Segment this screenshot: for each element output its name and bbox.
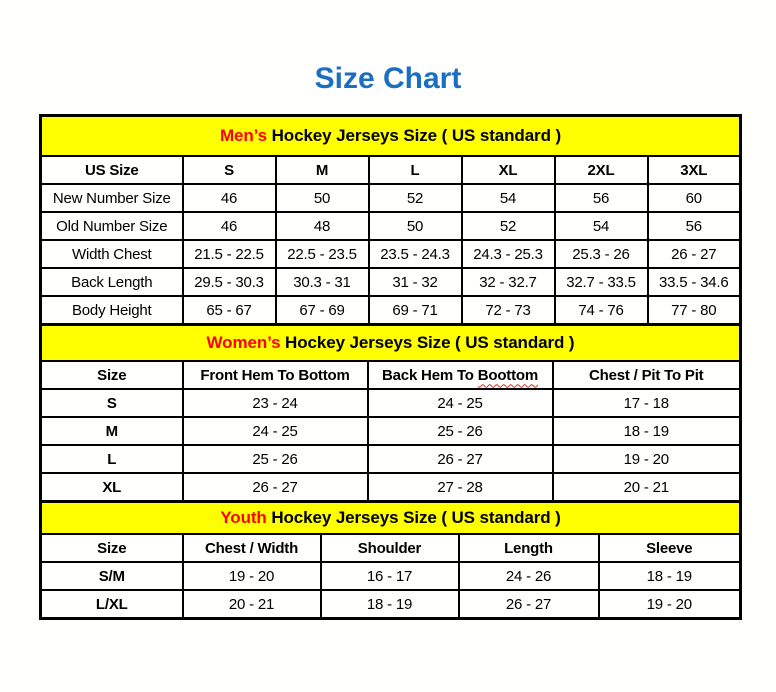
table-cell: 72 - 73 <box>462 296 555 325</box>
table-cell: 25 - 26 <box>183 445 368 473</box>
table-cell: 18 - 19 <box>599 562 741 590</box>
table-row <box>41 417 741 445</box>
table-cell: 48 <box>276 212 369 240</box>
table-cell: 31 - 32 <box>369 268 462 296</box>
table-cell: 24.3 - 25.3 <box>462 240 555 268</box>
table-cell: 18 - 19 <box>321 590 459 619</box>
row-label: L <box>41 445 183 473</box>
table-row <box>41 473 741 502</box>
table-cell: 19 - 20 <box>553 445 741 473</box>
table-cell: 60 <box>648 184 741 212</box>
row-label: Width Chest <box>41 240 183 268</box>
row-label: S/M <box>41 562 183 590</box>
table-row <box>41 562 741 590</box>
womens-section-header <box>41 325 741 362</box>
table-cell: 19 - 20 <box>599 590 741 619</box>
row-label: L/XL <box>41 590 183 619</box>
section-highlight: Women’s <box>206 333 281 352</box>
table-cell: 26 - 27 <box>183 473 368 502</box>
mens-size-table <box>39 114 742 326</box>
table-cell: 52 <box>462 212 555 240</box>
table-cell: 20 - 21 <box>183 590 321 619</box>
table-cell: 54 <box>555 212 648 240</box>
misspelled-word: Boottom <box>477 366 538 384</box>
row-label: Old Number Size <box>41 212 183 240</box>
table-cell: 29.5 - 30.3 <box>183 268 276 296</box>
column-header: L <box>369 156 462 184</box>
table-cell: 19 - 20 <box>183 562 321 590</box>
row-label: XL <box>41 473 183 502</box>
column-header: Shoulder <box>321 534 459 562</box>
table-cell: 24 - 26 <box>459 562 599 590</box>
youth-header-row <box>41 534 741 562</box>
table-row <box>41 590 741 619</box>
table-cell: 33.5 - 34.6 <box>648 268 741 296</box>
row-label: Back Length <box>41 268 183 296</box>
table-row <box>41 184 741 212</box>
section-highlight: Men’s <box>219 126 268 145</box>
section-title-cell <box>41 502 741 535</box>
table-cell: 52 <box>369 184 462 212</box>
table-cell: 21.5 - 22.5 <box>183 240 276 268</box>
column-header: Size <box>41 534 183 562</box>
column-header-text: Back Hem To <box>382 366 478 384</box>
table-cell: 56 <box>648 212 741 240</box>
table-cell: 69 - 71 <box>369 296 462 325</box>
table-cell: 56 <box>555 184 648 212</box>
section-title-text: Hockey Jerseys Size ( US standard ) <box>271 126 562 145</box>
table-cell: 67 - 69 <box>276 296 369 325</box>
table-cell: 74 - 76 <box>555 296 648 325</box>
table-cell: 25 - 26 <box>368 417 553 445</box>
table-row <box>41 240 741 268</box>
column-header: Sleeve <box>599 534 741 562</box>
page-title: Size Chart <box>314 62 462 95</box>
section-title-cell <box>41 116 741 157</box>
table-cell: 20 - 21 <box>553 473 741 502</box>
table-cell: 27 - 28 <box>368 473 553 502</box>
womens-header-row <box>41 361 741 389</box>
mens-header-row <box>41 156 741 184</box>
table-cell: 24 - 25 <box>368 389 553 417</box>
section-highlight: Youth <box>220 508 267 527</box>
table-row <box>41 212 741 240</box>
table-cell: 22.5 - 23.5 <box>276 240 369 268</box>
table-cell: 32 - 32.7 <box>462 268 555 296</box>
section-title-text: Hockey Jerseys Size ( US standard ) <box>285 333 575 352</box>
table-cell: 26 - 27 <box>459 590 599 619</box>
table-cell: 32.7 - 33.5 <box>555 268 648 296</box>
table-cell: 50 <box>369 212 462 240</box>
mens-section-header <box>41 116 741 157</box>
table-cell: 16 - 17 <box>321 562 459 590</box>
section-title-text: Hockey Jerseys Size ( US standard ) <box>271 508 561 527</box>
table-cell: 30.3 - 31 <box>276 268 369 296</box>
youth-size-table <box>39 500 742 620</box>
table-cell: 17 - 18 <box>553 389 741 417</box>
column-header: Size <box>41 361 183 389</box>
table-cell: 54 <box>462 184 555 212</box>
table-row <box>41 445 741 473</box>
column-header: 2XL <box>555 156 648 184</box>
table-cell: 65 - 67 <box>183 296 276 325</box>
column-header: M <box>276 156 369 184</box>
column-header: US Size <box>41 156 183 184</box>
column-header <box>368 361 553 389</box>
womens-size-table <box>39 323 742 503</box>
row-label: S <box>41 389 183 417</box>
table-cell: 18 - 19 <box>553 417 741 445</box>
row-label: Body Height <box>41 296 183 325</box>
table-row <box>41 389 741 417</box>
table-cell: 24 - 25 <box>183 417 368 445</box>
column-header: Front Hem To Bottom <box>183 361 368 389</box>
column-header: Length <box>459 534 599 562</box>
table-cell: 26 - 27 <box>648 240 741 268</box>
youth-section-header <box>41 502 741 535</box>
column-header: Chest / Pit To Pit <box>553 361 741 389</box>
column-header: Chest / Width <box>183 534 321 562</box>
table-cell: 46 <box>183 212 276 240</box>
table-cell: 23 - 24 <box>183 389 368 417</box>
column-header: XL <box>462 156 555 184</box>
table-cell: 77 - 80 <box>648 296 741 325</box>
table-cell: 46 <box>183 184 276 212</box>
row-label: New Number Size <box>41 184 183 212</box>
row-label: M <box>41 417 183 445</box>
table-row <box>41 296 741 325</box>
column-header: S <box>183 156 276 184</box>
table-row <box>41 268 741 296</box>
column-header: 3XL <box>648 156 741 184</box>
section-title-cell <box>41 325 741 362</box>
table-cell: 23.5 - 24.3 <box>369 240 462 268</box>
table-cell: 25.3 - 26 <box>555 240 648 268</box>
table-cell: 26 - 27 <box>368 445 553 473</box>
table-cell: 50 <box>276 184 369 212</box>
